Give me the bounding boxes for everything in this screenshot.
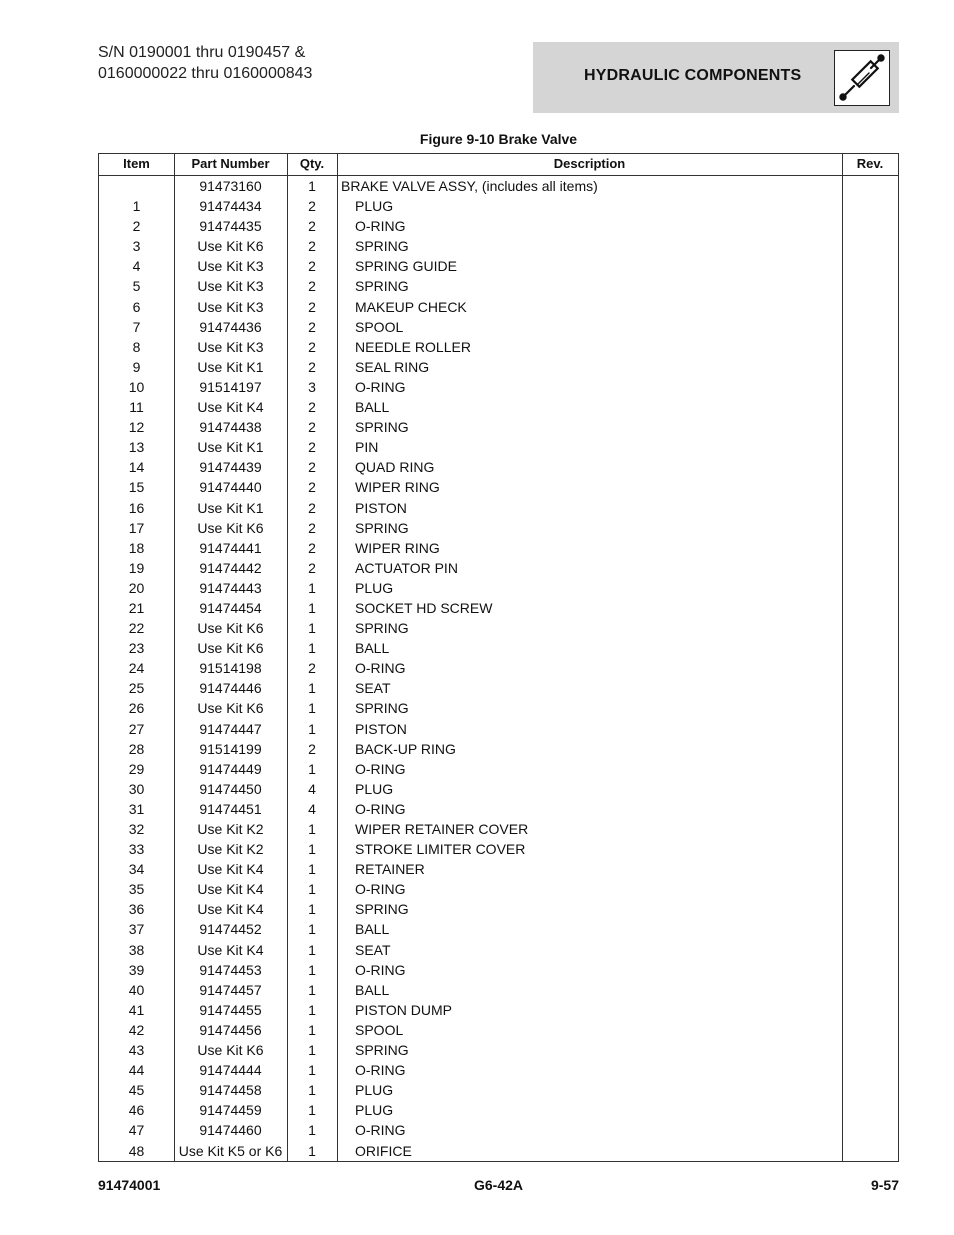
description-cell: BALL: [355, 399, 390, 416]
table-row: [99, 638, 898, 658]
description-cell: PISTON DUMP: [355, 1001, 452, 1018]
table-row: [99, 297, 898, 317]
item-cell: 10: [128, 378, 145, 395]
table-row: [99, 377, 898, 397]
item-cell: 4: [132, 258, 141, 275]
column-header-description: Description: [553, 156, 626, 171]
qty-cell: 1: [308, 821, 316, 837]
table-row: [99, 176, 898, 196]
qty-cell: 2: [308, 660, 316, 677]
table-row: [99, 518, 898, 538]
item-cell: 22: [128, 620, 145, 637]
part-number-cell: 91514199: [199, 740, 262, 757]
table-row: [99, 317, 898, 337]
footer-page-number: 9-57: [870, 1177, 899, 1193]
table-row: [99, 598, 898, 618]
table-row: [99, 498, 898, 518]
description-cell: PISTON: [355, 499, 407, 516]
qty-cell: 2: [308, 198, 316, 215]
qty-cell: 2: [308, 559, 316, 576]
item-cell: 17: [128, 519, 145, 536]
description-cell: O-RING: [355, 1062, 406, 1079]
qty-cell: 1: [308, 1122, 316, 1139]
item-cell: 29: [128, 760, 145, 777]
table-row: [99, 457, 898, 477]
table-row: [99, 397, 898, 417]
qty-cell: 2: [308, 740, 316, 757]
description-cell: SPRING GUIDE: [355, 258, 457, 275]
description-cell: PLUG: [355, 1082, 394, 1099]
qty-cell: 2: [308, 519, 316, 536]
qty-cell: 1: [308, 599, 316, 616]
description-cell: SEAT: [355, 680, 391, 697]
item-cell: 48: [128, 1142, 145, 1159]
item-cell: 7: [132, 318, 141, 335]
part-number-cell: Use Kit K2: [197, 821, 264, 837]
item-cell: 13: [128, 439, 145, 456]
table-row: [99, 1100, 898, 1120]
qty-cell: 4: [308, 780, 316, 797]
item-cell: 46: [128, 1102, 145, 1119]
qty-cell: 1: [308, 961, 316, 978]
description-cell: SPRING: [355, 620, 409, 637]
description-cell: PISTON: [355, 720, 407, 737]
serial-number-range: [98, 42, 312, 84]
item-cell: 47: [128, 1122, 145, 1139]
part-number-cell: Use Kit K3: [197, 278, 264, 295]
part-number-cell: 91514198: [199, 660, 262, 677]
description-cell: SPRING: [355, 1042, 409, 1059]
qty-cell: 2: [308, 539, 316, 556]
part-number-cell: 91474447: [199, 720, 262, 737]
part-number-cell: Use Kit K6: [197, 620, 264, 637]
item-cell: 36: [128, 901, 145, 918]
table-row: [99, 1020, 898, 1040]
part-number-cell: 91474442: [199, 559, 262, 576]
item-cell: 26: [128, 700, 145, 717]
part-number-cell: 91474440: [199, 479, 262, 496]
column-header-item: Item: [123, 156, 150, 171]
part-number-cell: 91474455: [199, 1001, 262, 1018]
footer-document-number: 91474001: [98, 1177, 161, 1193]
hydraulic-cylinder-icon: [834, 50, 890, 106]
item-cell: 35: [128, 881, 145, 898]
item-cell: 44: [128, 1062, 145, 1079]
table-row: [99, 477, 898, 497]
part-number-cell: 91474441: [199, 539, 262, 556]
table-row: [99, 216, 898, 236]
table-row: [99, 859, 898, 879]
table-row: [99, 879, 898, 899]
item-cell: 43: [128, 1042, 145, 1059]
description-cell: MAKEUP CHECK: [355, 298, 467, 315]
description-cell: O-RING: [355, 218, 406, 235]
part-number-cell: Use Kit K6: [197, 1042, 264, 1059]
qty-cell: 1: [308, 620, 316, 637]
qty-cell: 2: [308, 499, 316, 516]
part-number-cell: Use Kit K3: [197, 298, 264, 315]
item-cell: 18: [128, 539, 145, 556]
item-cell: 20: [128, 579, 145, 596]
item-cell: 41: [128, 1001, 145, 1018]
qty-cell: 1: [308, 1001, 316, 1018]
item-cell: 21: [128, 599, 145, 616]
item-cell: 37: [128, 921, 145, 938]
qty-cell: 2: [308, 218, 316, 235]
qty-cell: 1: [308, 579, 316, 596]
table-row: [99, 538, 898, 558]
item-cell: 34: [128, 861, 145, 878]
table-row: [99, 1040, 898, 1060]
qty-cell: 4: [308, 800, 316, 817]
table-row: [99, 799, 898, 819]
part-number-cell: Use Kit K6: [197, 640, 264, 657]
item-cell: 9: [132, 358, 141, 375]
description-cell: SPOOL: [355, 1021, 404, 1038]
qty-cell: 3: [308, 378, 316, 395]
item-cell: [99, 176, 174, 196]
table-row: [99, 1141, 898, 1161]
part-number-cell: 91474436: [199, 318, 262, 335]
part-number-cell: Use Kit K4: [197, 941, 264, 958]
description-cell: SOCKET HD SCREW: [355, 599, 493, 616]
item-cell: 24: [128, 660, 145, 677]
qty-cell: 2: [308, 459, 316, 476]
part-number-cell: 91474458: [199, 1082, 262, 1099]
item-cell: 3: [132, 238, 141, 255]
item-cell: 32: [128, 821, 145, 837]
table-row: [99, 960, 898, 980]
table-row: [99, 698, 898, 718]
serial-line-2: 0160000022 thru 0160000843: [98, 65, 313, 82]
item-cell: 8: [132, 338, 141, 355]
item-cell: 33: [128, 841, 145, 858]
part-number-cell: 91474444: [199, 1062, 262, 1079]
description-cell: SEAT: [355, 941, 391, 958]
table-row: [99, 1000, 898, 1020]
part-number-cell: 91474452: [199, 921, 262, 938]
item-cell: 16: [128, 499, 145, 516]
description-cell: SPRING: [355, 519, 409, 536]
description-cell: BALL: [355, 921, 390, 938]
description-cell: O-RING: [355, 1122, 406, 1139]
qty-cell: 1: [308, 700, 316, 717]
item-cell: 30: [128, 780, 145, 797]
description-cell: SPRING: [355, 901, 409, 918]
table-row: [99, 899, 898, 919]
table-row: [99, 256, 898, 276]
section-title: HYDRAULIC COMPONENTS: [584, 67, 802, 84]
description-cell: PIN: [355, 439, 379, 456]
table-row: [99, 980, 898, 1000]
qty-cell: 2: [308, 318, 316, 335]
part-number-cell: Use Kit K2: [197, 841, 264, 858]
table-row: [99, 276, 898, 296]
description-cell: RETAINER: [355, 861, 425, 878]
item-cell: 42: [128, 1021, 145, 1038]
description-cell: O-RING: [355, 800, 406, 817]
qty-cell: 1: [308, 178, 316, 194]
section-header: [533, 42, 899, 113]
qty-cell: 1: [308, 680, 316, 697]
qty-cell: 1: [308, 1082, 316, 1099]
item-cell: 5: [132, 278, 141, 295]
part-number-cell: Use Kit K5 or K6: [178, 1142, 283, 1159]
part-number-cell: 91474459: [199, 1102, 262, 1119]
part-number-cell: 91474438: [199, 419, 262, 436]
qty-cell: 2: [308, 338, 316, 355]
table-row: [99, 940, 898, 960]
description-cell: NEEDLE ROLLER: [355, 338, 471, 355]
description-cell: PLUG: [355, 579, 394, 596]
footer-model: G6-42A: [473, 1177, 524, 1193]
description-cell: ORIFICE: [355, 1142, 412, 1159]
part-number-cell: 91474434: [199, 198, 262, 215]
table-row: [99, 819, 898, 839]
description-cell: SPRING: [355, 419, 409, 436]
table-row: [99, 1120, 898, 1140]
part-number-cell: 91474446: [199, 680, 262, 697]
item-cell: 2: [132, 218, 141, 235]
part-number-cell: 91514197: [199, 378, 262, 395]
item-cell: 38: [128, 941, 145, 958]
item-cell: 6: [132, 298, 141, 315]
part-number-cell: Use Kit K4: [197, 399, 264, 416]
table-row: [99, 558, 898, 578]
qty-cell: 2: [308, 419, 316, 436]
item-cell: 15: [128, 479, 145, 496]
qty-cell: 1: [308, 841, 316, 858]
part-number-cell: 91474451: [199, 800, 262, 817]
part-number-cell: Use Kit K4: [197, 861, 264, 878]
part-number-cell: 91474453: [199, 961, 262, 978]
serial-line-1: S/N 0190001 thru 0190457 &: [98, 44, 306, 61]
part-number-cell: Use Kit K1: [197, 439, 264, 456]
part-number-cell: 91474460: [199, 1122, 262, 1139]
item-cell: 28: [128, 740, 145, 757]
table-row: [99, 678, 898, 698]
part-number-cell: 91474435: [199, 218, 262, 235]
table-row: [99, 779, 898, 799]
qty-cell: 1: [308, 720, 316, 737]
parts-table: [98, 153, 899, 1162]
description-cell: WIPER RING: [355, 479, 440, 496]
part-number-cell: Use Kit K4: [197, 901, 264, 918]
column-header-qty: Qty.: [299, 156, 325, 171]
description-cell: PLUG: [355, 198, 394, 215]
table-row: [99, 337, 898, 357]
part-number-cell: 91474456: [199, 1021, 262, 1038]
table-row: [99, 236, 898, 256]
description-cell: SPRING: [355, 238, 409, 255]
qty-cell: 1: [308, 861, 316, 878]
description-cell: BACK-UP RING: [355, 740, 456, 757]
part-number-cell: 91474454: [199, 599, 262, 616]
qty-cell: 1: [308, 1021, 316, 1038]
qty-cell: 1: [308, 1142, 316, 1159]
qty-cell: 2: [308, 258, 316, 275]
description-cell: SPOOL: [355, 318, 404, 335]
item-cell: 27: [128, 720, 145, 737]
qty-cell: 1: [308, 901, 316, 918]
qty-cell: 1: [308, 981, 316, 998]
parts-table-body: [99, 176, 898, 1161]
description-cell: SPRING: [355, 700, 409, 717]
qty-cell: 1: [308, 941, 316, 958]
item-cell: 23: [128, 640, 145, 657]
part-number-cell: Use Kit K6: [197, 238, 264, 255]
figure-title: Figure 9-10 Brake Valve: [419, 131, 578, 147]
description-cell: BRAKE VALVE ASSY, (includes all items): [341, 178, 598, 194]
part-number-cell: 91474457: [199, 981, 262, 998]
part-number-cell: 91474439: [199, 459, 262, 476]
description-cell: WIPER RETAINER COVER: [355, 821, 529, 837]
description-cell: O-RING: [355, 378, 406, 395]
qty-cell: 1: [308, 640, 316, 657]
qty-cell: 1: [308, 1102, 316, 1119]
table-row: [99, 1060, 898, 1080]
qty-cell: 1: [308, 1042, 316, 1059]
item-cell: 40: [128, 981, 145, 998]
column-header-part-number: Part Number: [191, 156, 270, 171]
part-number-cell: Use Kit K6: [197, 519, 264, 536]
description-cell: STROKE LIMITER COVER: [355, 841, 526, 858]
table-row: [99, 1080, 898, 1100]
table-row: [99, 839, 898, 859]
item-cell: 25: [128, 680, 145, 697]
item-cell: 19: [128, 559, 145, 576]
qty-cell: 2: [308, 399, 316, 416]
part-number-cell: Use Kit K3: [197, 338, 264, 355]
part-number-cell: 91474449: [199, 760, 262, 777]
qty-cell: 1: [308, 921, 316, 938]
qty-cell: 2: [308, 278, 316, 295]
item-cell: 39: [128, 961, 145, 978]
description-cell: SEAL RING: [355, 358, 430, 375]
qty-cell: 2: [308, 358, 316, 375]
qty-cell: 1: [308, 1062, 316, 1079]
description-cell: O-RING: [355, 660, 406, 677]
part-number-cell: Use Kit K1: [197, 499, 264, 516]
description-cell: O-RING: [355, 881, 406, 898]
description-cell: SPRING: [355, 278, 409, 295]
qty-cell: 2: [308, 298, 316, 315]
qty-cell: 2: [308, 439, 316, 456]
qty-cell: 2: [308, 479, 316, 496]
table-row: [99, 196, 898, 216]
description-cell: WIPER RING: [355, 539, 440, 556]
qty-cell: 1: [308, 881, 316, 898]
qty-cell: 2: [308, 238, 316, 255]
part-number-cell: 91473160: [199, 178, 262, 194]
column-header-rev: Rev.: [856, 156, 884, 171]
part-number-cell: 91474443: [199, 579, 262, 596]
table-row: [99, 618, 898, 638]
part-number-cell: Use Kit K3: [197, 258, 264, 275]
part-number-cell: 91474450: [199, 780, 262, 797]
table-row: [99, 719, 898, 739]
table-row: [99, 658, 898, 678]
item-cell: 12: [128, 419, 145, 436]
part-number-cell: Use Kit K1: [197, 358, 264, 375]
table-row: [99, 417, 898, 437]
table-row: [99, 739, 898, 759]
description-cell: ACTUATOR PIN: [355, 559, 458, 576]
table-row: [99, 578, 898, 598]
table-row: [99, 357, 898, 377]
table-row: [99, 759, 898, 779]
description-cell: QUAD RING: [355, 459, 435, 476]
table-row: [99, 437, 898, 457]
item-cell: 1: [132, 198, 141, 215]
description-cell: BALL: [355, 640, 390, 657]
description-cell: PLUG: [355, 1102, 394, 1119]
description-cell: O-RING: [355, 760, 406, 777]
part-number-cell: Use Kit K4: [197, 881, 264, 898]
item-cell: 14: [128, 459, 145, 476]
item-cell: 31: [128, 800, 145, 817]
item-cell: 45: [128, 1082, 145, 1099]
description-cell: BALL: [355, 981, 390, 998]
qty-cell: 1: [308, 760, 316, 777]
part-number-cell: Use Kit K6: [197, 700, 264, 717]
description-cell: PLUG: [355, 780, 394, 797]
item-cell: 11: [129, 399, 144, 416]
description-cell: O-RING: [355, 961, 406, 978]
page-footer: [98, 1177, 899, 1197]
table-row: [99, 919, 898, 939]
